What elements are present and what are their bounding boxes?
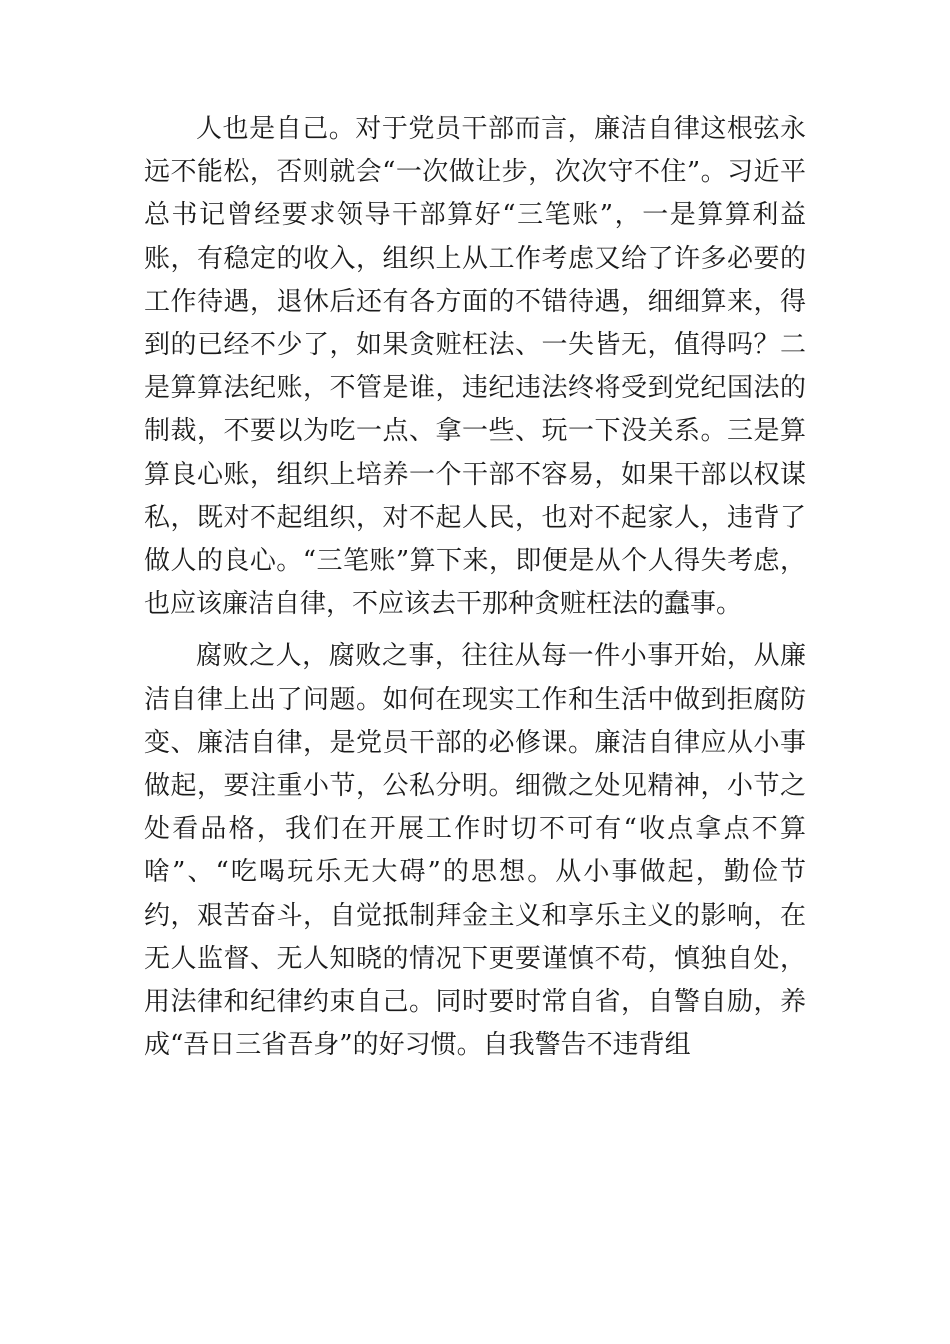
paragraph-2: 腐败之人，腐败之事，往往从每一件小事开始，从廉洁自律上出了问题。如何在现实工作和生活中做到拒腐防变、廉洁自律，是党员干部的必修课。廉洁自律应从小事做起，要注重小节，公私分明。细微之处见精神，小节之处看品格，我们在开展工作时切不可有“收点拿点不算啥”、“吃喝玩乐无大碍”的思想。从小事做起，勤俭节约，艰苦奋斗，自觉抵制拜金主义和享乐主义的影响，在无人监督、无人知晓的情况下更要谨慎不苟，慎独自处，用法律和纪律约束自己。同时要时常自省，自警自励，养成“吾日三省吾身”的好习惯。自我警告不违背组 [144,641,806,1061]
paragraph-1: 人也是自己。对于党员干部而言，廉洁自律这根弦永远不能松，否则就会“一次做让步，次次守不住”。习近平总书记曾经要求领导干部算好“三笔账”，一是算算利益账，有稳定的收入，组织上从工作考虑又给了许多必要的工作待遇，退休后还有各方面的不错待遇，细细算来，得到的已经不少了，如果贪赃枉法、一失皆无，值得吗？二是算算法纪账，不管是谁，违纪违法终将受到党纪国法的制裁，不要以为吃一点、拿一些、玩一下没关系。三是算算良心账，组织上培养一个干部不容易，如果干部以权谋私，既对不起组织，对不起人民，也对不起家人，违背了做人的良心。“三笔账”算下来，即便是从个人得失考虑，也应该廉洁自律，不应该去干那种贪赃枉法的蠢事。 [144,114,806,620]
document-body [144,108,806,1067]
